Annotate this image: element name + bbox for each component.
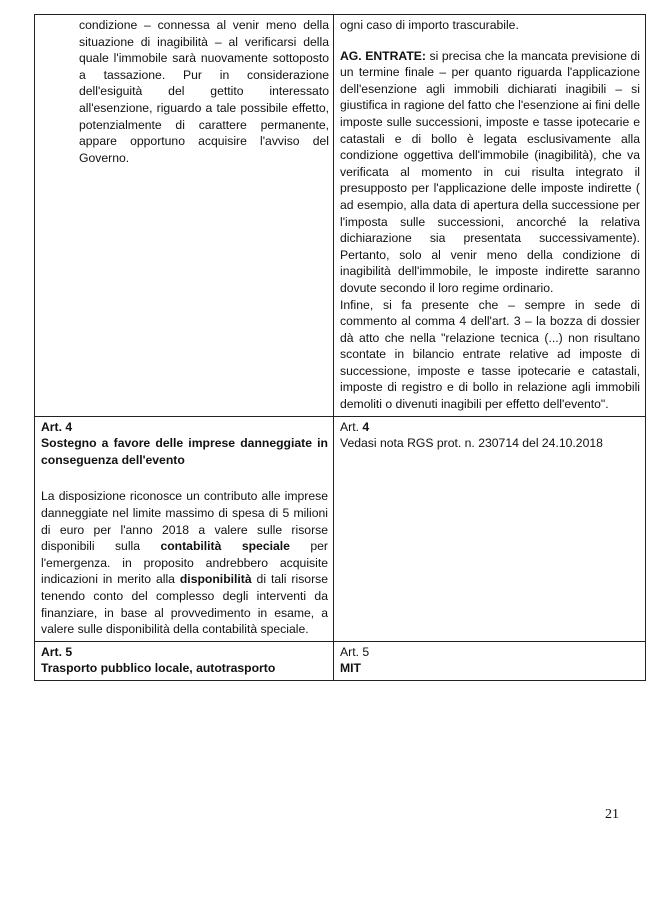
article-number: Art. 4 [41,419,73,434]
article-num: 4 [362,419,370,434]
right-cell-entrate [334,15,646,417]
body-text: La disposizione riconosce un contributo alle imprese danneggiate nel limite massimo di spesa di 5 milioni di euro per l'anno 2018 a valere sulle risorse disponibili sulla [41,489,328,554]
reply-article-number [340,419,640,436]
document-table [34,14,646,681]
article-title: Trasporto pubblico locale, autotrasporto [41,661,276,676]
article-title: Sostegno a favore delle imprese danneggiate in conseguenza dell'evento [41,436,328,467]
dossier-paragraph: Infine, si fa presente che – sempre in sede di commento al comma 4 dell'art. 3 – la bozza di dossier dà atto che nella "relazione tecnica (...) non risultano scontate in bilancio entrate relative ad imposte di successione, imposte e tasse ipotecarie e catastali, imposte di registro e di bollo in relazione agli immobili demoliti o divenuti inagibili per effetto dell'evento". [340,297,640,412]
entrate-paragraph [340,48,640,297]
continuation-text: condizione – connessa al venir meno della situazione di inagibilità – al verificarsi della quale l'immobile sarà nuovamente sottoposto a tassazione. Pur in considerazione dell'esiguità del gettito interessato all'esenzione, riguardo a tale possibile effetto, potenzialmente di carattere permanente, appare opportuno acquisire l'avviso del Governo. [79,18,329,165]
reply-ministry: MIT [340,661,361,676]
right-cell-art4 [334,416,646,641]
rgs-note: Vedasi nota RGS prot. n. 230714 del 24.10.2018 [340,436,603,451]
entrate-label: AG. ENTRATE: [340,48,426,63]
table-row [35,641,646,680]
body-bold-text: disponibilità [179,572,252,587]
table-row [35,15,646,417]
body-bold-text: contabilità speciale [160,539,290,554]
left-cell-art4 [35,416,334,641]
spacer [340,34,640,48]
table-row [35,416,646,641]
right-cell-art5 [334,641,646,680]
left-cell-continuation [35,15,334,417]
continuation-text-right: ogni caso di importo trascurabile. [340,18,519,32]
body-text: di tali risorse tenendo conto del complesso degli interventi da finanziare, in base al provvedimento in esame, a valere sulle disponibilità della contabilità speciale. [41,572,328,637]
article-prefix: Art. [340,419,363,434]
entrate-text: si precisa che la mancata previsione di un termine finale – per quanto riguarda l'applicazione dell'esenzione agli immobili dichiarati inagibili – si giustifica in ragione del fatto che l'esenzione ai fini delle imposte sulle successioni, imposte e tasse ipotecarie e catastali e di bollo è legata esclusivamente alla condizione oggettiva dell'immobile (inagibilità), che va verificata al momento in cui risulta integrato il presupposto per l'applicazione delle imposte indirette ( ad esempio, alla data di apertura della successione per l'imposta sulle successioni, ancorché la relativa dichiarazione sia presentata successivamente). Pertanto, solo al venir meno della condizione di inagibilità dell'immobile, le imposte indirette saranno dovute secondo il loro regime ordinario. [340,48,640,295]
left-cell-art5 [35,641,334,680]
reply-article-number: Art. 5 [340,644,370,659]
page-number: 21 [605,807,619,822]
spacer [41,468,328,488]
article-body [41,488,328,637]
article-number: Art. 5 [41,644,73,659]
body-text: per l'emergenza. in proposito andrebbero acquisite indicazioni in merito alla [41,539,328,587]
